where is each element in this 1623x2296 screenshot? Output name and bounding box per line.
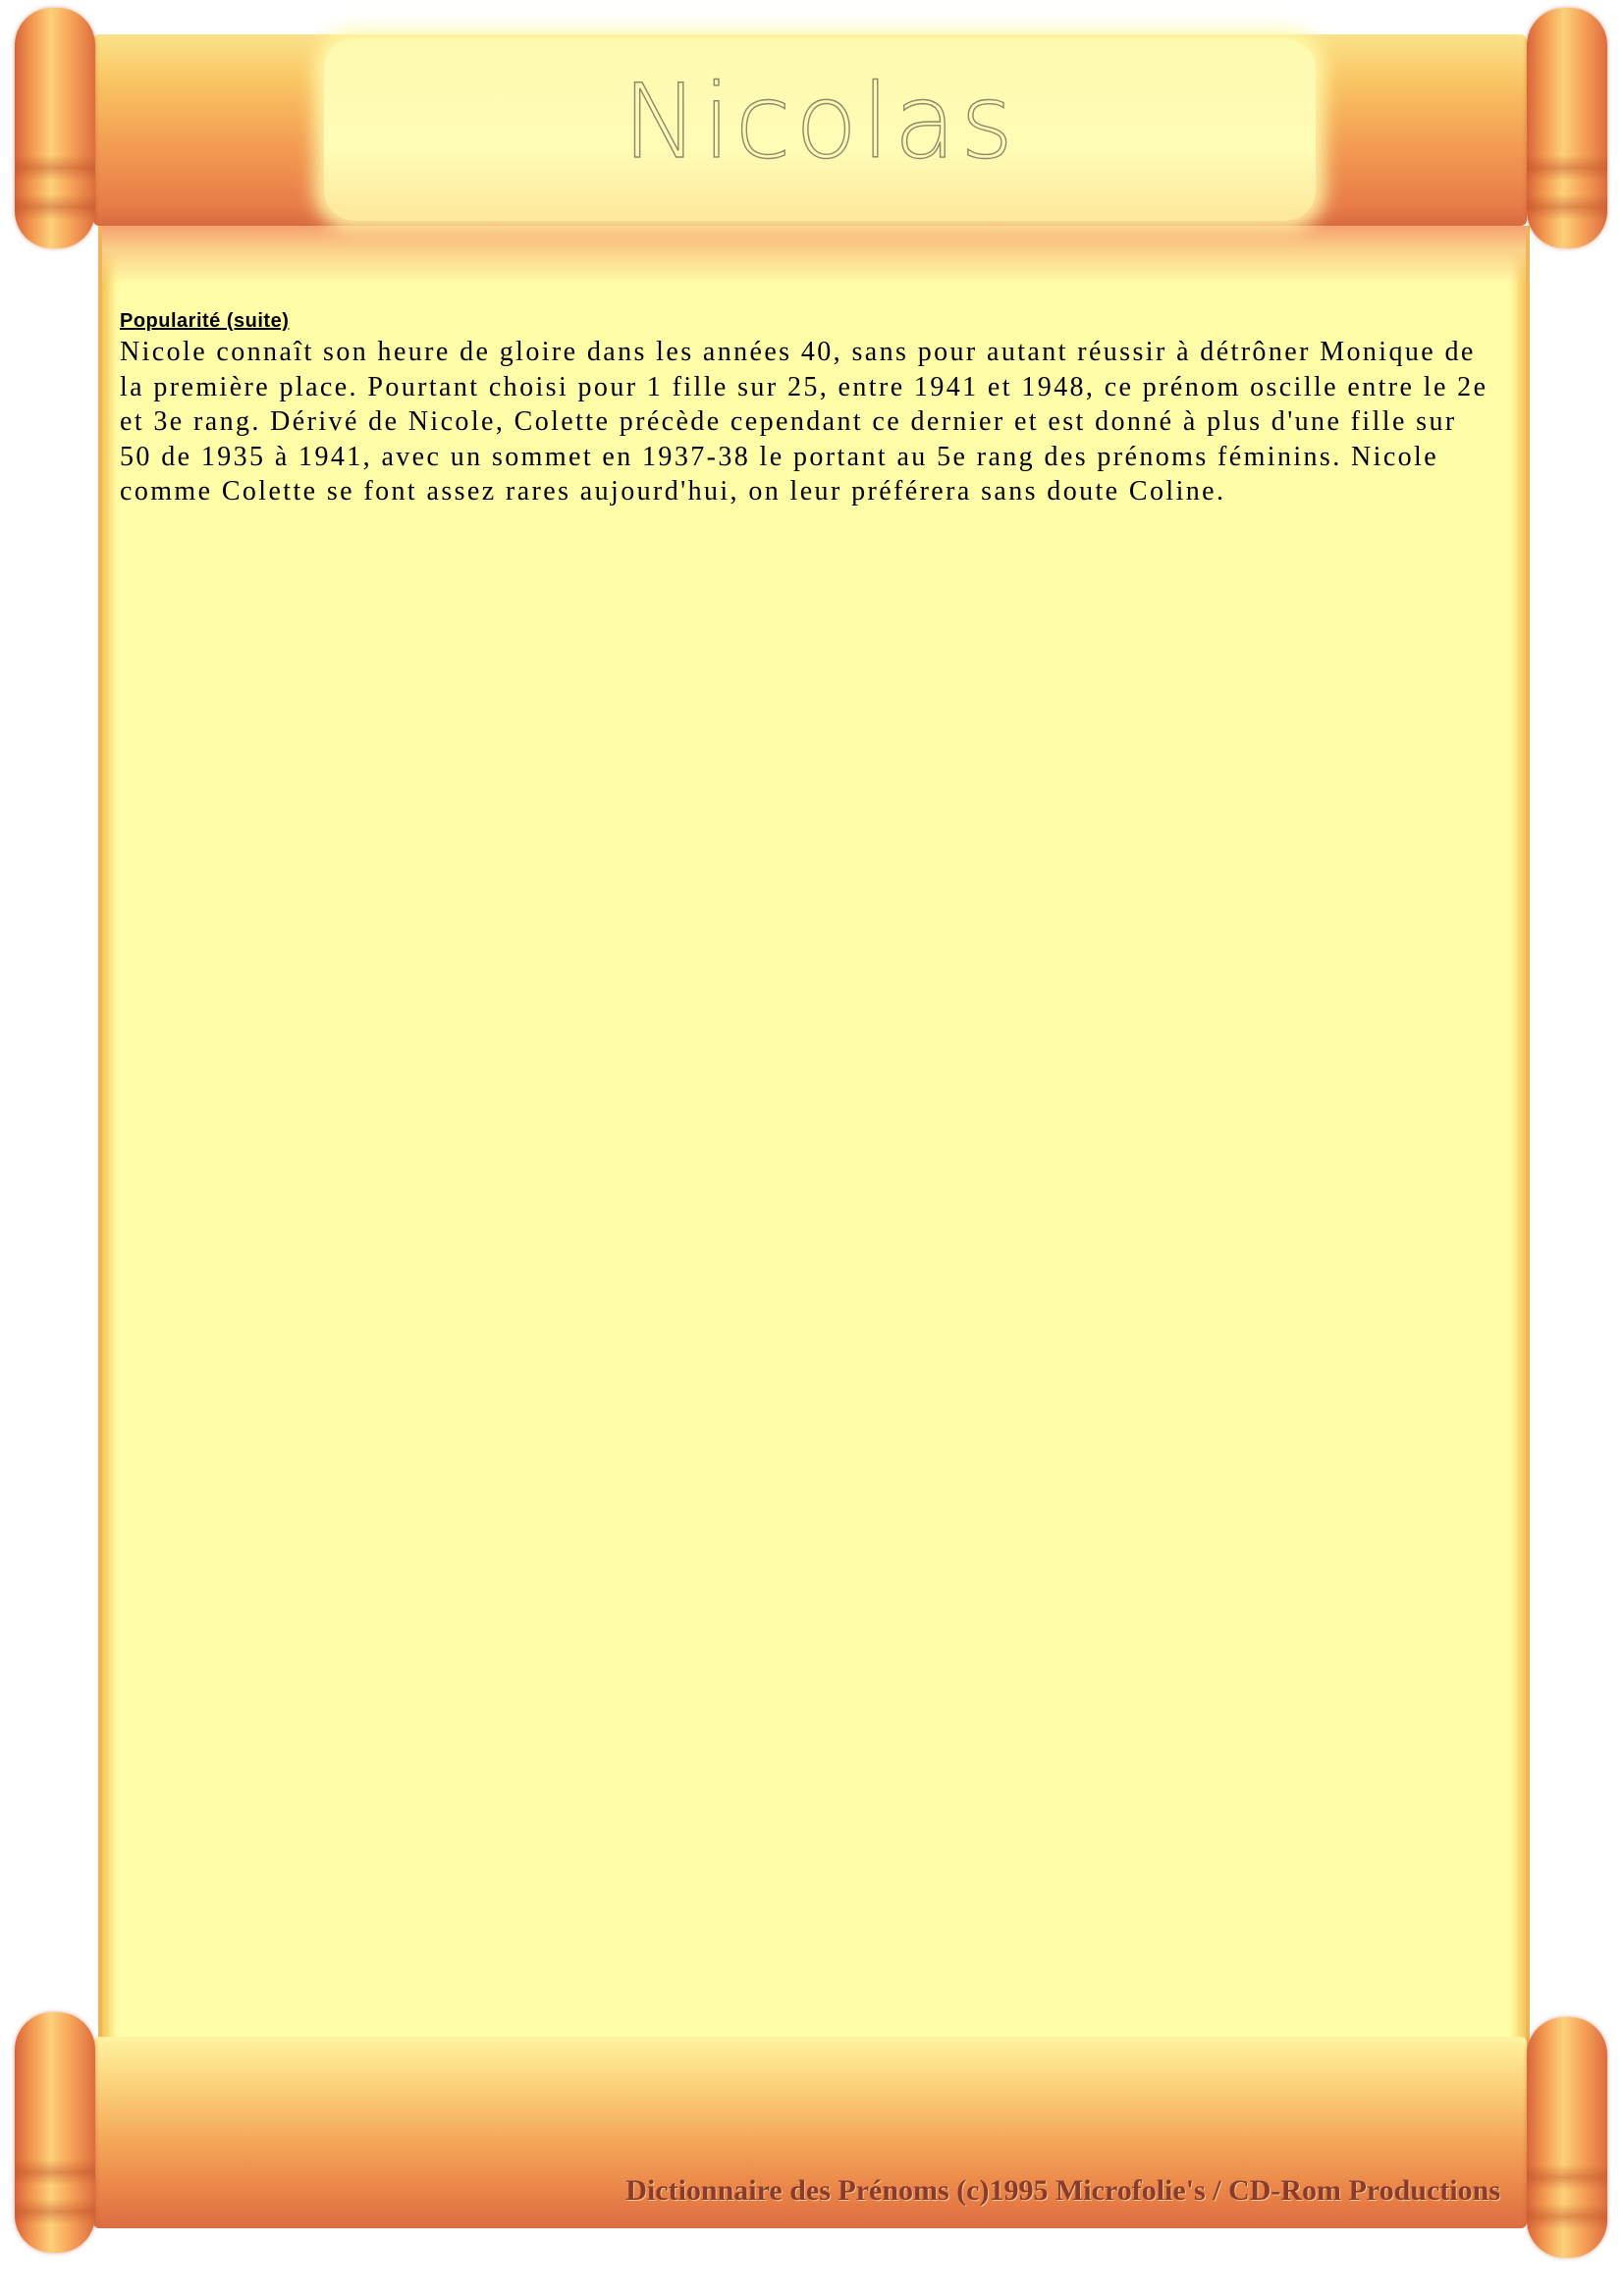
section-heading: Popularité (suite)	[120, 310, 290, 332]
scroll-end-top-right	[1527, 8, 1607, 248]
footer-credit: Dictionnaire des Prénoms (c)1995 Microfolie's / CD-Rom Productions	[625, 2174, 1500, 2207]
scroll-end-bottom-left	[15, 2012, 95, 2253]
section-body-text: Nicole connaît son heure de gloire dans les années 40, sans pour autant réussir à détrôner Monique de la première place. Pourtant choisi pour 1 fille sur 25, entre 1941 et 1948, ce prénom oscille entre le 2e et 3e rang. Dérivé de Nicole, Colette précède cependant ce dernier et est donné à plus d'une fille sur 50 de 1935 à 1941, avec un sommet en 1937-38 le portant au 5e rang des prénoms féminins. Nicole comme Colette se font assez rares aujourd'hui, on leur préférera sans doute Coline.	[120, 337, 1488, 507]
page-title: Nicolas	[622, 62, 1018, 182]
scroll-end-bottom-right	[1527, 2017, 1607, 2258]
scroll-end-top-left	[15, 8, 95, 248]
parchment-shadow	[102, 226, 1526, 285]
content-section	[120, 310, 1494, 509]
